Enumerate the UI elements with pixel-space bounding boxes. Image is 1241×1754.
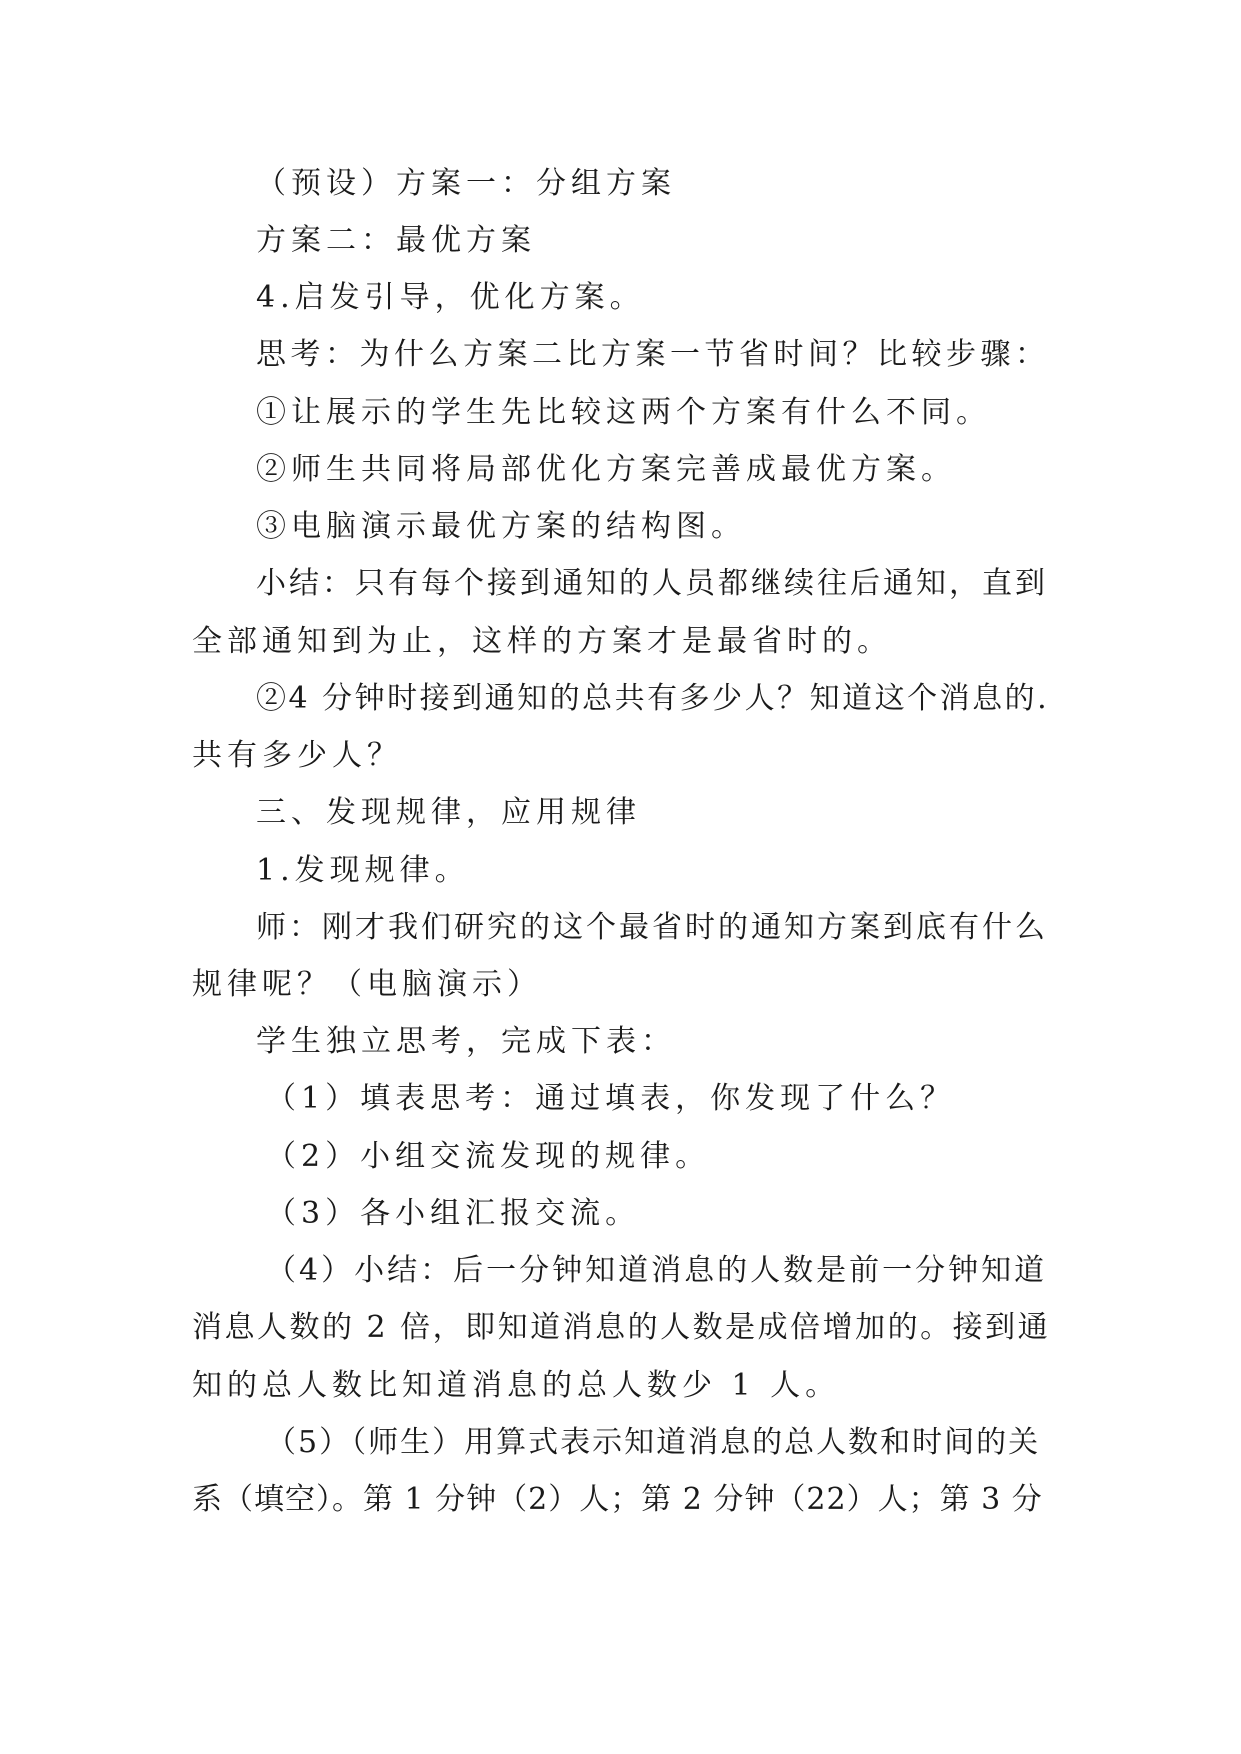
text-line: 知的总人数比知道消息的总人数少 1 人。 [192, 1368, 841, 1403]
text-line: 小结：只有每个接到通知的人员都继续往后通知，直到 [256, 566, 1048, 601]
text-line: 规律呢？（电脑演示） [192, 967, 542, 1002]
text-line: 方案二：最优方案 [256, 223, 536, 258]
list-item: （3）各小组汇报交流。 [266, 1196, 641, 1231]
text-line: （预设）方案一：分组方案 [256, 166, 676, 201]
text-line: 消息人数的 2 倍，即知道消息的人数是成倍增加的。接到通 [192, 1310, 1051, 1345]
text-line: 师：刚才我们研究的这个最省时的通知方案到底有什么 [256, 910, 1048, 945]
list-item: （5）（师生）用算式表示知道消息的总人数和时间的关 [266, 1425, 1041, 1460]
text-line: ②师生共同将局部优化方案完善成最优方案。 [256, 452, 956, 487]
list-item: （1）填表思考：通过填表，你发现了什么？ [266, 1081, 956, 1116]
text-line: 系（填空）。第 1 分钟（2）人；第 2 分钟（22）人；第 3 分 [192, 1482, 1043, 1517]
text-line: ③电脑演示最优方案的结构图。 [256, 509, 746, 544]
list-item: （4）小结：后一分钟知道消息的人数是前一分钟知道 [266, 1253, 1048, 1288]
text-line: 学生独立思考，完成下表： [256, 1024, 676, 1059]
section-heading: 三、发现规律，应用规律 [256, 795, 641, 830]
text-line: 全部通知到为止，这样的方案才是最省时的。 [192, 624, 892, 659]
text-line: 4.启发引导，优化方案。 [256, 280, 645, 315]
text-line: ①让展示的学生先比较这两个方案有什么不同。 [256, 395, 991, 430]
text-line: ②4 分钟时接到通知的总共有多少人？知道这个消息的. [256, 681, 1050, 716]
text-line: 共有多少人？ [192, 738, 402, 773]
subsection-heading: 1.发现规律。 [256, 853, 470, 888]
text-line: 思考：为什么方案二比方案一节省时间？比较步骤： [256, 337, 1050, 372]
list-item: （2）小组交流发现的规律。 [266, 1139, 711, 1174]
